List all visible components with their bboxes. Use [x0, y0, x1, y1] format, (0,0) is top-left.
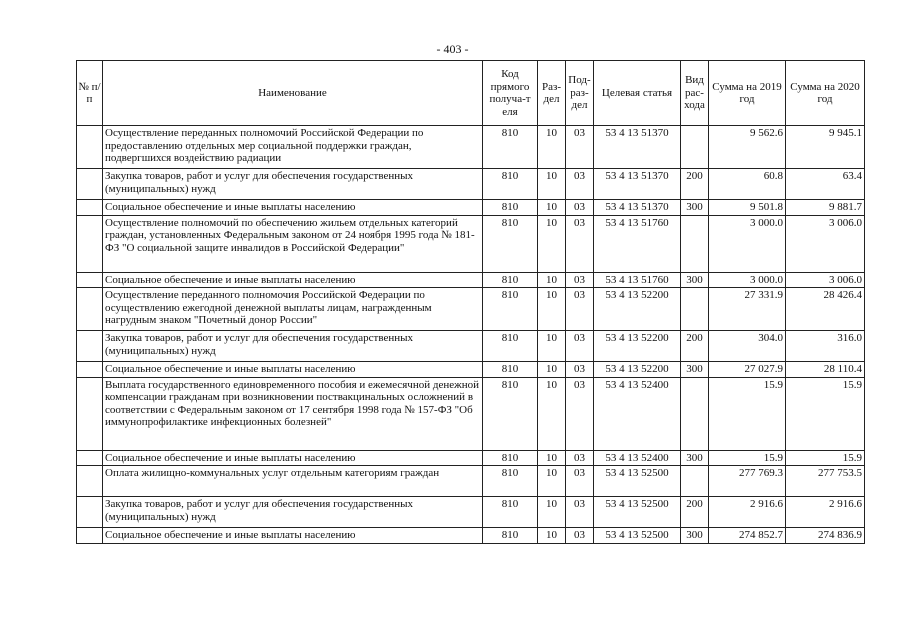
row-subsection: 03 [566, 331, 594, 362]
row-target: 53 4 13 52200 [594, 331, 681, 362]
row-name: Социальное обеспечение и иные выплаты населению [103, 450, 483, 466]
row-num [77, 497, 103, 528]
row-sum-2019: 60.8 [709, 169, 786, 200]
row-sum-2019: 3 000.0 [709, 272, 786, 288]
row-code: 810 [483, 331, 538, 362]
row-target: 53 4 13 51370 [594, 126, 681, 169]
row-name: Закупка товаров, работ и услуг для обеспечения государственных (муниципальных) нужд [103, 169, 483, 200]
row-name: Осуществление переданных полномочий Российской Федерации по предоставлению отдельных мер социальной поддержки граждан, подвергшихся воздействию радиации [103, 126, 483, 169]
row-expense-type [681, 466, 709, 497]
row-section: 10 [538, 169, 566, 200]
row-sum-2020: 9 881.7 [786, 200, 865, 216]
row-section: 10 [538, 288, 566, 331]
row-expense-type [681, 126, 709, 169]
row-target: 53 4 13 51760 [594, 272, 681, 288]
row-name: Осуществление полномочий по обеспечению жильем отдельных категорий граждан, установленных Федеральным законом от 24 ноября 1995 года № 181-ФЗ "О социальной защите инвалидов в Российской Федерации" [103, 215, 483, 272]
row-target: 53 4 13 52400 [594, 450, 681, 466]
row-expense-type [681, 215, 709, 272]
row-sum-2019: 304.0 [709, 331, 786, 362]
row-expense-type: 300 [681, 200, 709, 216]
row-num [77, 272, 103, 288]
row-name: Оплата жилищно-коммунальных услуг отдельным категориям граждан [103, 466, 483, 497]
page-number: - 403 - [436, 42, 469, 56]
row-sum-2020: 63.4 [786, 169, 865, 200]
row-sum-2020: 277 753.5 [786, 466, 865, 497]
row-subsection: 03 [566, 466, 594, 497]
row-section: 10 [538, 272, 566, 288]
row-name: Социальное обеспечение и иные выплаты населению [103, 362, 483, 378]
header-sum-2019: Сумма на 2019 год [709, 61, 786, 126]
row-name: Осуществление переданного полномочия Российской Федерации по осуществлению ежегодной денежной выплаты лицам, награжденным нагрудным знаком "Почетный донор России" [103, 288, 483, 331]
table-row [77, 331, 865, 362]
row-sum-2020: 2 916.6 [786, 497, 865, 528]
row-num [77, 450, 103, 466]
row-section: 10 [538, 362, 566, 378]
row-sum-2019: 3 000.0 [709, 215, 786, 272]
row-sum-2019: 15.9 [709, 377, 786, 450]
row-sum-2019: 27 027.9 [709, 362, 786, 378]
header-expense-type: Вид рас- хода [681, 61, 709, 126]
row-expense-type: 300 [681, 362, 709, 378]
row-target: 53 4 13 52500 [594, 528, 681, 544]
row-section: 10 [538, 450, 566, 466]
row-target: 53 4 13 51370 [594, 200, 681, 216]
row-section: 10 [538, 331, 566, 362]
row-section: 10 [538, 528, 566, 544]
row-code: 810 [483, 362, 538, 378]
row-subsection: 03 [566, 272, 594, 288]
row-num [77, 215, 103, 272]
row-code: 810 [483, 497, 538, 528]
row-sum-2020: 274 836.9 [786, 528, 865, 544]
row-subsection: 03 [566, 497, 594, 528]
table-row [77, 466, 865, 497]
row-code: 810 [483, 450, 538, 466]
row-name: Выплата государственного единовременного пособия и ежемесячной денежной компенсации гражданам при возникновении поствакцинальных осложнений в соответствии с Федеральным законом от 17 сентября 1998 года № 157-ФЗ "Об иммунопрофилактике инфекционных болезней" [103, 377, 483, 450]
row-num [77, 200, 103, 216]
row-num [77, 331, 103, 362]
row-subsection: 03 [566, 215, 594, 272]
row-sum-2020: 28 426.4 [786, 288, 865, 331]
table-row [77, 169, 865, 200]
row-sum-2019: 15.9 [709, 450, 786, 466]
row-name: Социальное обеспечение и иные выплаты населению [103, 528, 483, 544]
row-sum-2020: 3 006.0 [786, 272, 865, 288]
row-code: 810 [483, 126, 538, 169]
row-num [77, 362, 103, 378]
table-row [77, 362, 865, 378]
row-subsection: 03 [566, 377, 594, 450]
table-header-row [77, 61, 865, 126]
row-subsection: 03 [566, 528, 594, 544]
row-target: 53 4 13 52500 [594, 466, 681, 497]
header-name: Наименование [103, 61, 483, 126]
row-expense-type: 300 [681, 528, 709, 544]
row-target: 53 4 13 51760 [594, 215, 681, 272]
row-num [77, 528, 103, 544]
row-expense-type [681, 377, 709, 450]
table-row [77, 288, 865, 331]
row-sum-2020: 316.0 [786, 331, 865, 362]
row-subsection: 03 [566, 169, 594, 200]
row-sum-2020: 3 006.0 [786, 215, 865, 272]
table-row [77, 200, 865, 216]
row-code: 810 [483, 288, 538, 331]
row-expense-type: 200 [681, 169, 709, 200]
row-target: 53 4 13 51370 [594, 169, 681, 200]
row-subsection: 03 [566, 200, 594, 216]
row-target: 53 4 13 52200 [594, 288, 681, 331]
row-code: 810 [483, 272, 538, 288]
table-row [77, 528, 865, 544]
row-expense-type [681, 288, 709, 331]
row-sum-2020: 15.9 [786, 377, 865, 450]
row-expense-type: 300 [681, 450, 709, 466]
row-name: Закупка товаров, работ и услуг для обеспечения государственных (муниципальных) нужд [103, 331, 483, 362]
row-num [77, 466, 103, 497]
row-num [77, 169, 103, 200]
row-sum-2019: 27 331.9 [709, 288, 786, 331]
table-row [77, 272, 865, 288]
row-section: 10 [538, 377, 566, 450]
row-code: 810 [483, 169, 538, 200]
row-target: 53 4 13 52400 [594, 377, 681, 450]
header-subsection: Под- раз- дел [566, 61, 594, 126]
row-subsection: 03 [566, 288, 594, 331]
budget-table [76, 60, 865, 544]
table-row [77, 377, 865, 450]
row-expense-type: 200 [681, 331, 709, 362]
row-code: 810 [483, 528, 538, 544]
row-name: Социальное обеспечение и иные выплаты населению [103, 272, 483, 288]
row-sum-2019: 9 501.8 [709, 200, 786, 216]
row-num [77, 288, 103, 331]
row-code: 810 [483, 215, 538, 272]
row-target: 53 4 13 52500 [594, 497, 681, 528]
row-section: 10 [538, 497, 566, 528]
row-sum-2019: 2 916.6 [709, 497, 786, 528]
row-code: 810 [483, 466, 538, 497]
header-sum-2020: Сумма на 2020 год [786, 61, 865, 126]
row-section: 10 [538, 200, 566, 216]
row-sum-2019: 9 562.6 [709, 126, 786, 169]
table-row [77, 450, 865, 466]
row-sum-2020: 15.9 [786, 450, 865, 466]
row-target: 53 4 13 52200 [594, 362, 681, 378]
header-target: Целевая статья [594, 61, 681, 126]
table-row [77, 215, 865, 272]
row-subsection: 03 [566, 126, 594, 169]
row-code: 810 [483, 377, 538, 450]
header-code: Код прямого получа-т еля [483, 61, 538, 126]
row-sum-2019: 274 852.7 [709, 528, 786, 544]
row-sum-2019: 277 769.3 [709, 466, 786, 497]
row-expense-type: 200 [681, 497, 709, 528]
row-section: 10 [538, 215, 566, 272]
row-sum-2020: 9 945.1 [786, 126, 865, 169]
row-sum-2020: 28 110.4 [786, 362, 865, 378]
table-row [77, 497, 865, 528]
row-code: 810 [483, 200, 538, 216]
header-section: Раз- дел [538, 61, 566, 126]
row-section: 10 [538, 126, 566, 169]
table-row [77, 126, 865, 169]
row-num [77, 126, 103, 169]
header-num: № п/п [77, 61, 103, 126]
row-expense-type: 300 [681, 272, 709, 288]
row-name: Закупка товаров, работ и услуг для обеспечения государственных (муниципальных) нужд [103, 497, 483, 528]
row-subsection: 03 [566, 362, 594, 378]
row-num [77, 377, 103, 450]
row-section: 10 [538, 466, 566, 497]
row-subsection: 03 [566, 450, 594, 466]
row-name: Социальное обеспечение и иные выплаты населению [103, 200, 483, 216]
